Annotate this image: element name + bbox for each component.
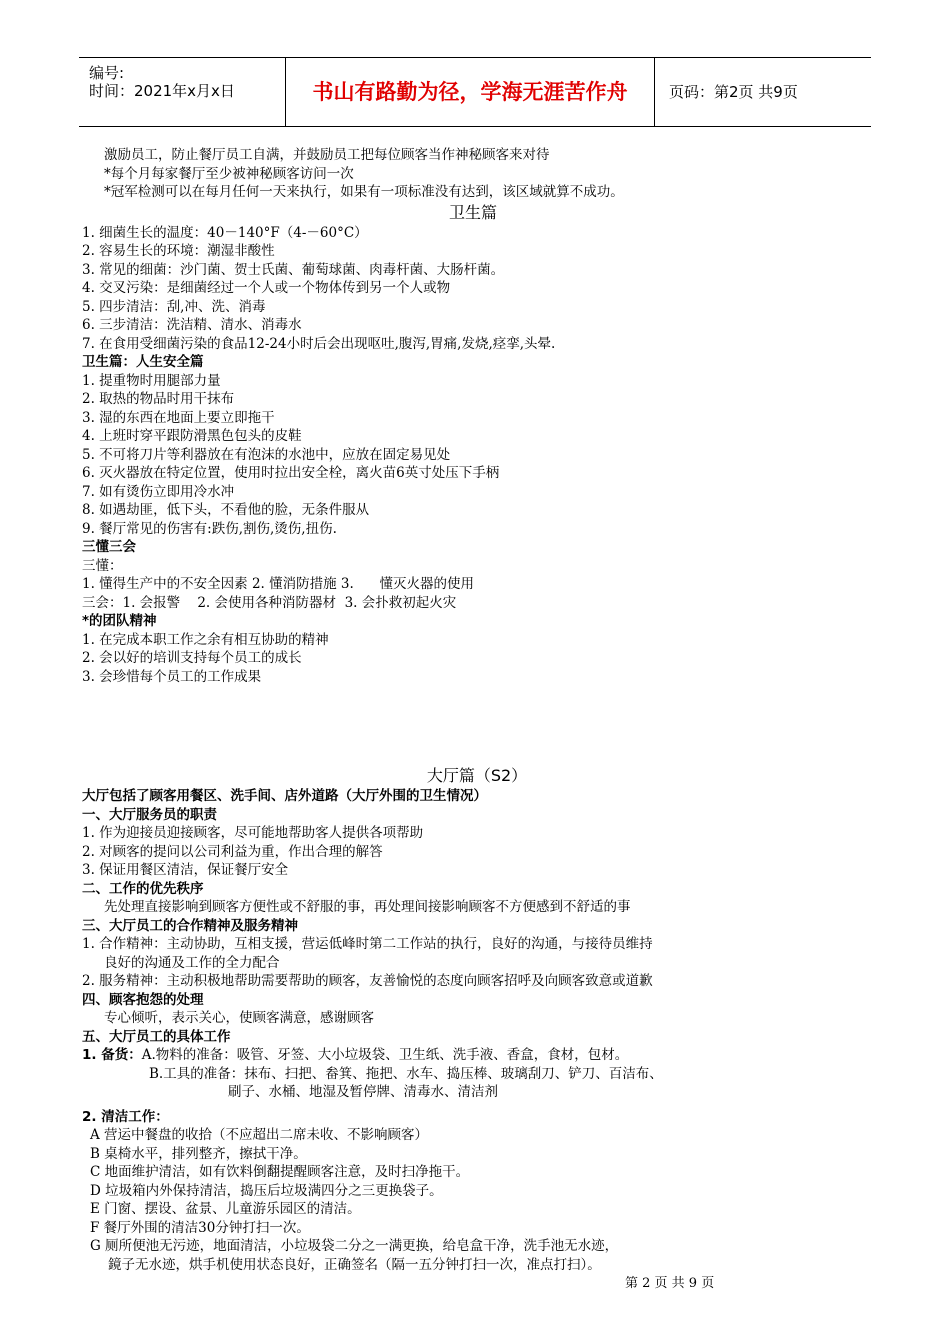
section-text: 专心倾听，表示关心，使顾客满意，感谢顾客 xyxy=(104,1010,374,1026)
list-item: 3. 湿的东西在地面上要立即拖干 xyxy=(82,409,275,426)
list-item: 4. 交叉污染：是细菌经过一个人或一个物体传到另一个人或物 xyxy=(82,280,451,296)
time-label: 时间：2021年x月x日 xyxy=(89,82,235,100)
prep-label: 1. 备货： xyxy=(82,1047,142,1063)
list-item: 3. 常见的细菌：沙门菌、贺士氏菌、葡萄球菌、肉毒杆菌、大肠杆菌。 xyxy=(82,261,505,278)
list-item: 4. 上班时穿平跟防滑黑色包头的皮鞋 xyxy=(82,428,302,444)
list-item: 1. 在完成本职工作之余有相互协助的精神 xyxy=(82,631,329,648)
prep-b-cont: 刷子、水桶、地湿及暂停牌、清毒水、清洁剂 xyxy=(228,1084,498,1100)
section-title: 三、大厅员工的合作精神及服务精神 xyxy=(82,917,298,934)
section-title: 一、大厅服务员的职责 xyxy=(82,806,217,823)
safety-title: 卫生篇：人生安全篇 xyxy=(82,354,204,370)
list-item: A 营运中餐盘的收拾（不应超出二席未收、不影响顾客） xyxy=(90,1127,429,1143)
list-item: 2. 服务精神：主动积极地帮助需要帮助的顾客，友善愉悦的态度向顾客招呼及向顾客致意或道歉 xyxy=(82,973,653,989)
list-item-cont: 良好的沟通及工作的全力配合 xyxy=(104,954,280,971)
list-item: 3. 会珍惜每个员工的工作成果 xyxy=(82,668,262,685)
clean-label: 2. 清洁工作： xyxy=(82,1108,169,1125)
page-footer: 第 2 页 共 9 页 xyxy=(625,1276,715,1291)
page-header xyxy=(79,57,871,127)
list-item: 6. 三步清洁：洗洁精、清水、消毒水 xyxy=(82,317,302,333)
header-motto: 书山有路勤为径，学海无涯苦作舟 xyxy=(285,58,655,126)
intro-line: 激励员工，防止餐厅员工自满，并鼓励员工把每位顾客当作神秘顾客来对待 xyxy=(104,147,550,163)
prep-line xyxy=(82,1046,872,1065)
list-item: C 地面维护清洁，如有饮料倒翻提醒顾客注意，及时扫净拖干。 xyxy=(90,1164,470,1180)
lobby-title: 大厅篇（S2） xyxy=(426,766,528,785)
list-item: 1. 提重物时用腿部力量 xyxy=(82,372,221,389)
list-item: D 垃圾箱内外保持清洁，捣压后垃圾满四分之三更换袋子。 xyxy=(90,1182,443,1199)
intro-line: *每个月每家餐厅至少被神秘顾客访问一次 xyxy=(104,165,354,182)
prep-b: B.工具的准备：抹布、扫把、畚箕、拖把、水车、捣压棒、玻璃刮刀、铲刀、百洁布、 xyxy=(149,1065,663,1082)
team-title: *的团队精神 xyxy=(82,613,157,629)
list-item: 5. 不可将刀片等利器放在有泡沫的水池中，应放在固定易见处 xyxy=(82,446,451,463)
lobby-subtitle: 大厅包括了顾客用餐区、洗手间、店外道路（大厅外围的卫生情况） xyxy=(82,788,487,804)
list-item: 2. 对顾客的提问以公司利益为重，作出合理的解答 xyxy=(82,843,383,860)
list-item: F 餐厅外围的清洁30分钟打扫一次。 xyxy=(90,1219,310,1236)
list-item: 7. 在食用受细菌污染的食品12-24小时后会出现呕吐,腹泻,胃痛,发烧,痉挛,头晕. xyxy=(82,335,556,352)
list-item: 2. 容易生长的环境：潮湿非酸性 xyxy=(82,243,275,259)
list-item: 9. 餐厅常见的伤害有:跌伤,割伤,烫伤,扭伤. xyxy=(82,520,337,537)
page-info-text: 页码：第2页 共9页 xyxy=(669,83,798,101)
list-item: 5. 四步清洁：刮,冲、洗、消毒 xyxy=(82,298,266,315)
three-line: 三会：1. 会报警 2. 会使用各种消防器材 3. 会扑救初起火灾 xyxy=(82,594,457,611)
three-sub: 三懂： xyxy=(82,557,123,574)
section-title: 四、顾客抱怨的处理 xyxy=(82,991,204,1008)
list-item: E 门窗、摆设、盆景、儿童游乐园区的清洁。 xyxy=(90,1201,361,1217)
document-body xyxy=(82,146,872,1274)
hygiene-title: 卫生篇 xyxy=(448,202,497,222)
three-title: 三懂三会 xyxy=(82,539,136,555)
list-item-cont: 鏡子无水迹，烘手机使用状态良好，正确签名（隔一五分钟打扫一次，准点打扫）。 xyxy=(108,1256,601,1273)
section-text: 先处理直接影响到顾客方便性或不舒服的事，再处理间接影响顾客不方便感到不舒适的事 xyxy=(104,899,631,915)
list-item: 7. 如有烫伤立即用冷水冲 xyxy=(82,483,235,500)
list-item: 1. 作为迎接员迎接顾客，尽可能地帮助客人提供各项帮助 xyxy=(82,825,424,841)
prep-a: A.物料的准备：吸管、牙签、大小垃圾袋、卫生纸、洗手液、香盒，食材，包材。 xyxy=(141,1047,629,1063)
header-meta xyxy=(79,58,269,126)
section-title: 五、大厅员工的具体工作 xyxy=(82,1028,231,1045)
three-line: 1. 懂得生产中的不安全因素 2. 懂消防措施 3. 懂灭火器的使用 xyxy=(82,576,475,592)
list-item: 6. 灭火器放在特定位置，使用时拉出安全栓，离火苗6英寸处压下手柄 xyxy=(82,465,500,481)
header-page-info xyxy=(663,58,871,126)
list-item: 2. 会以好的培训支持每个员工的成长 xyxy=(82,650,302,666)
section-title: 二、工作的优先秩序 xyxy=(82,880,204,897)
list-item: 8. 如遇劫匪，低下头，不看他的脸，无条件服从 xyxy=(82,502,370,518)
number-label: 编号: xyxy=(89,64,125,82)
list-item: B 桌椅水平，排列整齐，擦拭干净。 xyxy=(90,1145,307,1162)
list-item: 2. 取热的物品时用干抹布 xyxy=(82,391,235,407)
intro-line: *冠军检测可以在每月任何一天来执行，如果有一项标准没有达到，该区域就算不成功。 xyxy=(104,184,624,200)
list-item: 1. 细菌生长的温度：40－140°F（4-－60°C） xyxy=(82,224,368,241)
list-item: G 厕所便池无污迹，地面清洁，小垃圾袋二分之一满更换，给皂盒干净，洗手池无水迹， xyxy=(90,1238,619,1254)
list-item: 1. 合作精神：主动协助，互相支援，营运低峰时第二工作站的执行，良好的沟通，与接待员维持 xyxy=(82,936,653,952)
list-item: 3. 保证用餐区清洁，保证餐厅安全 xyxy=(82,862,289,878)
